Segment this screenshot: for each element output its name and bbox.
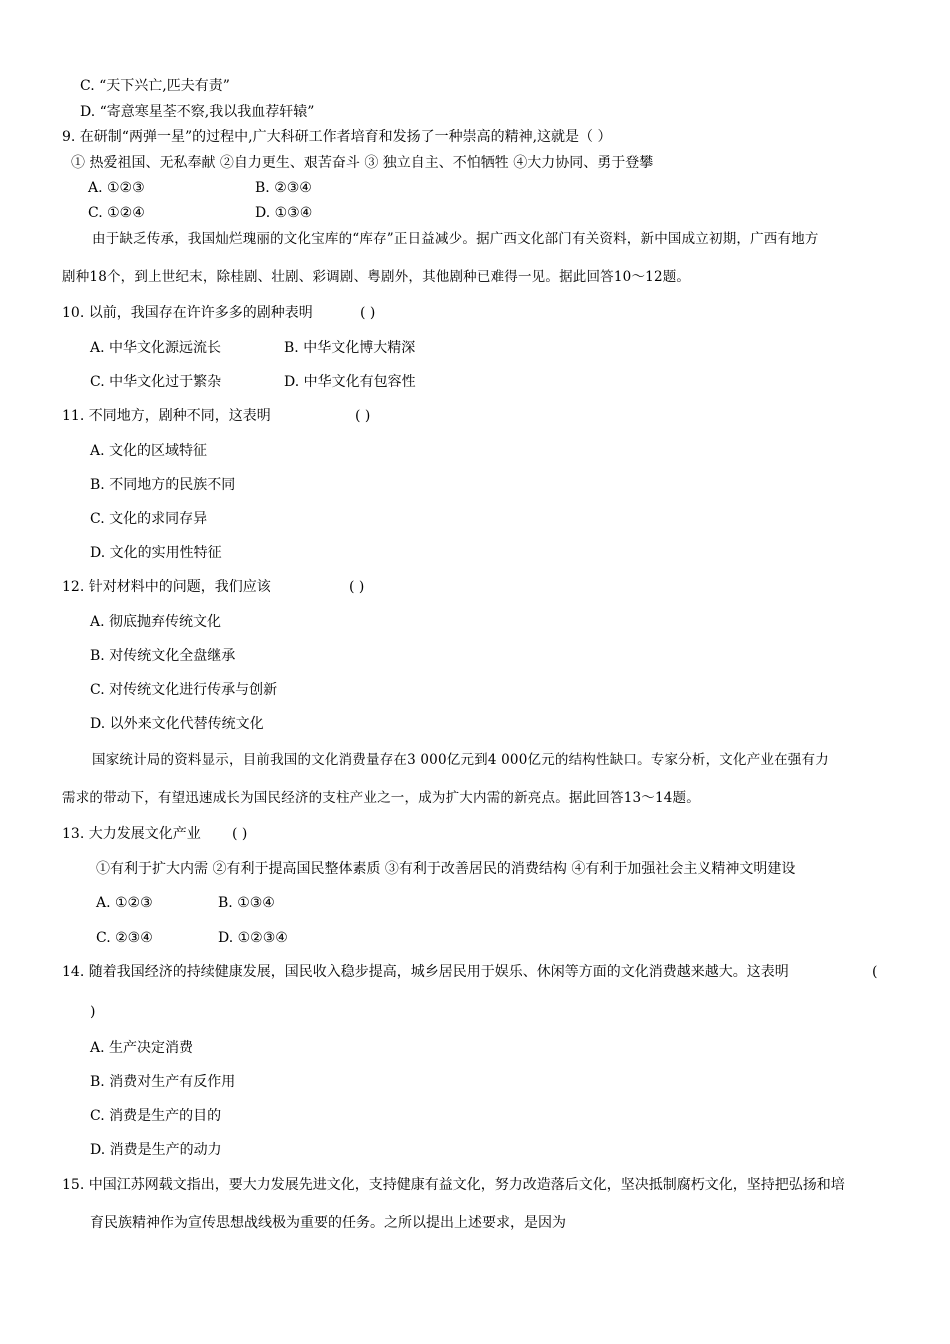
- q13-option-b: B. ①③④: [218, 895, 275, 911]
- q10-option-a: A. 中华文化源远流长: [90, 340, 222, 356]
- q14-option-c: C. 消费是生产的目的: [90, 1108, 222, 1124]
- q8-option-d: D. “寄意寒星荃不察,我以我血荐轩辕”: [80, 104, 315, 120]
- q14-option-a: A. 生产决定消费: [90, 1040, 194, 1056]
- q12-option-d: D. 以外来文化代替传统文化: [90, 716, 264, 732]
- q12-option-b: B. 对传统文化全盘继承: [90, 648, 236, 664]
- material-1-line-1: 由于缺乏传承，我国灿烂瑰丽的文化宝库的“库存”正日益减少。据广西文化部门有关资料，新中国成立初期，广西有地方: [92, 231, 819, 247]
- q14-option-b: B. 消费对生产有反作用: [90, 1074, 236, 1090]
- q11-option-c: C. 文化的求同存异: [90, 511, 208, 527]
- q14-option-d: D. 消费是生产的动力: [90, 1142, 222, 1158]
- q9-stem: 9. 在研制“两弹一星”的过程中,广大科研工作者培育和发扬了一种崇高的精神,这就是（ ）: [62, 129, 612, 145]
- q13-option-a: A. ①②③: [96, 895, 153, 911]
- q9-statements: ① 热爱祖国、无私奉献 ②自力更生、艰苦奋斗 ③ 独立自主、不怕牺牲 ④大力协同、勇于登攀: [71, 155, 654, 171]
- material-1-line-2: 剧种18个，到上世纪末，除桂剧、壮剧、彩调剧、粤剧外，其他剧种已难得一见。据此回答10～12题。: [62, 269, 691, 285]
- q12-answer-paren: ( ): [349, 579, 365, 595]
- q8-option-c: C. “天下兴亡,匹夫有责”: [80, 78, 230, 94]
- q12-option-c: C. 对传统文化进行传承与创新: [90, 682, 278, 698]
- q13-statements: ①有利于扩大内需 ②有利于提高国民整体素质 ③有利于改善居民的消费结构 ④有利于加强社会主义精神文明建设: [96, 861, 796, 877]
- q10-answer-paren: ( ): [360, 305, 376, 321]
- q10-option-d: D. 中华文化有包容性: [284, 374, 416, 390]
- q11-option-a: A. 文化的区域特征: [90, 443, 208, 459]
- q14-answer-paren-open: (: [872, 964, 878, 980]
- q15-stem-line-1: 15. 中国江苏网载文指出，要大力发展先进文化，支持健康有益文化，努力改造落后文化，坚决抵制腐朽文化，坚持把弘扬和培: [62, 1177, 845, 1193]
- q10-option-b: B. 中华文化博大精深: [284, 340, 416, 356]
- q15-stem-line-2: 育民族精神作为宣传思想战线极为重要的任务。之所以提出上述要求，是因为: [90, 1215, 566, 1231]
- q9-option-a: A. ①②③: [88, 180, 145, 196]
- q12-stem: 12. 针对材料中的问题，我们应该: [62, 579, 271, 595]
- q9-option-d: D. ①③④: [255, 205, 313, 221]
- q11-answer-paren: ( ): [355, 408, 371, 424]
- material-2-line-1: 国家统计局的资料显示，目前我国的文化消费量存在3 000亿元到4 000亿元的结构性缺口。专家分析，文化产业在强有力: [92, 752, 829, 768]
- q9-option-b: B. ②③④: [255, 180, 312, 196]
- q12-option-a: A. 彻底抛弃传统文化: [90, 614, 222, 630]
- q11-stem: 11. 不同地方，剧种不同，这表明: [62, 408, 271, 424]
- q13-option-c: C. ②③④: [96, 930, 153, 946]
- q10-option-c: C. 中华文化过于繁杂: [90, 374, 222, 390]
- q10-stem: 10. 以前，我国存在许许多多的剧种表明: [62, 305, 313, 321]
- q9-option-c: C. ①②④: [88, 205, 145, 221]
- q13-answer-paren: ( ): [232, 826, 248, 842]
- q11-option-d: D. 文化的实用性特征: [90, 545, 222, 561]
- q14-stem: 14. 随着我国经济的持续健康发展，国民收入稳步提高，城乡居民用于娱乐、休闲等方面的文化消费越来越大。这表明: [62, 964, 789, 980]
- q13-stem: 13. 大力发展文化产业: [62, 826, 201, 842]
- material-2-line-2: 需求的带动下，有望迅速成长为国民经济的支柱产业之一，成为扩大内需的新亮点。据此回答13～14题。: [62, 790, 700, 806]
- q13-option-d: D. ①②③④: [218, 930, 288, 946]
- q11-option-b: B. 不同地方的民族不同: [90, 477, 236, 493]
- q14-answer-paren-close: ): [90, 1004, 96, 1020]
